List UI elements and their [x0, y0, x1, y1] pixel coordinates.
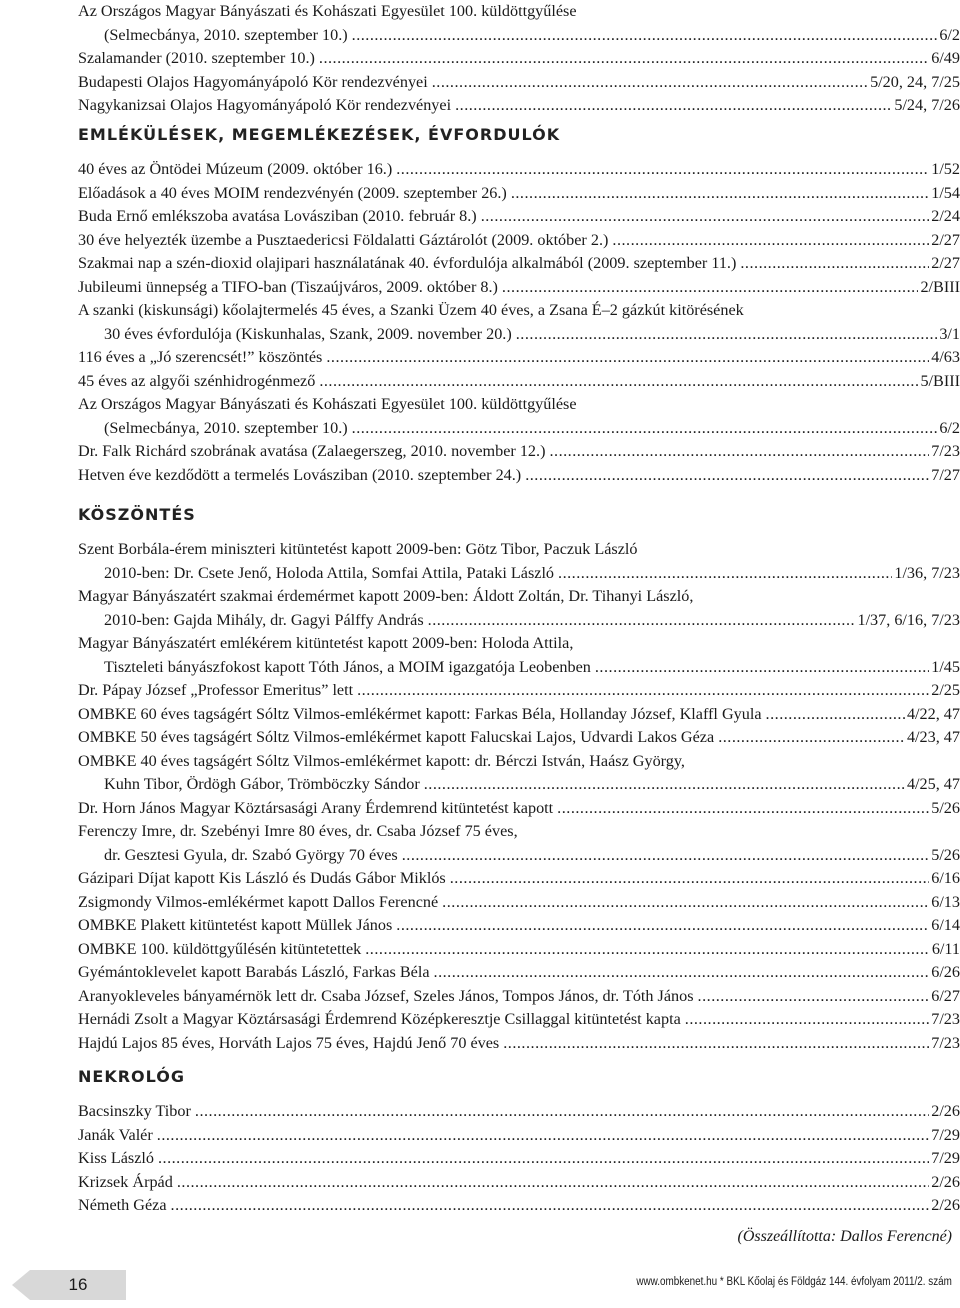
entry-title: OMBKE 50 éves tagságért Sóltz Vilmos-emlékérmet kapott Falucskai Lajos, Udvardi Lakos Géza: [78, 728, 715, 746]
entry-title: Dr. Falk Richárd szobrának avatása (Zalaegerszeg, 2010. november 12.): [78, 442, 546, 460]
index-entry: [104, 417, 960, 439]
index-entry: [78, 985, 960, 1007]
dot-leader: [516, 323, 938, 345]
index-entry: [78, 820, 960, 842]
index-entry: [78, 205, 960, 227]
entry-page-ref: 6/14: [931, 916, 960, 934]
index-entry: [78, 370, 960, 392]
entry-title: Magyar Bányászatért emlékérem kitüntetést kapott 2009-ben: Holoda Attila,: [78, 634, 574, 652]
dot-leader: [685, 1008, 929, 1030]
dot-leader: [740, 252, 929, 274]
dot-leader: [549, 440, 929, 462]
entry-page-ref: 7/23: [931, 442, 960, 460]
dot-leader: [177, 1171, 929, 1193]
entry-page-ref: 6/2: [939, 25, 960, 44]
entry-title: Szakmai nap a szén-dioxid olajipari használatának 40. évfordulója alkalmából (2009. szeptember 11.): [78, 254, 737, 272]
index-entry: [104, 656, 960, 678]
entry-page-ref: 4/25, 47: [906, 775, 960, 793]
dot-leader: [698, 985, 930, 1007]
index-entry: [78, 679, 960, 701]
entry-page-ref: 2/26: [931, 1196, 960, 1214]
entry-page-ref: 5/24, 7/26: [894, 96, 960, 114]
entry-page-ref: 6/2: [939, 418, 960, 437]
entry-title: 30 éves évfordulója (Kiskunhalas, Szank, 2009. november 20.): [104, 324, 512, 343]
dot-leader: [352, 24, 938, 46]
dot-leader: [432, 71, 868, 93]
entry-page-ref: 5/BIII: [920, 371, 960, 390]
entry-title: OMBKE 60 éves tagságért Sóltz Vilmos-emlékérmet kapott: Farkas Béla, Hollanday József, Klaffl Gyula: [78, 704, 762, 723]
index-entry: [78, 797, 960, 819]
entry-title: Zsigmondy Vilmos-emlékérmet kapott Dallos Ferencné: [78, 892, 439, 911]
entry-page-ref: 4/23, 47: [906, 728, 960, 746]
dot-leader: [326, 346, 929, 368]
entry-page-ref: 5/26: [931, 845, 960, 864]
entry-title: Janák Valér: [78, 1125, 153, 1144]
dot-leader: [481, 205, 930, 227]
entry-page-ref: 7/29: [931, 1149, 960, 1167]
entry-title: Jubileumi ünnepség a TIFO-ban (Tiszaújváros, 2009. október 8.): [78, 277, 498, 296]
dot-leader: [511, 182, 929, 204]
dot-leader: [319, 370, 918, 392]
index-entry: [104, 844, 960, 866]
entry-title: Németh Géza: [78, 1196, 167, 1214]
dot-leader: [396, 158, 929, 180]
entry-title: OMBKE 40 éves tagságért Sóltz Vilmos-emlékérmet kapott: dr. Bérczi István, Haász György,: [78, 751, 685, 770]
entry-title: Krizsek Árpád: [78, 1172, 173, 1191]
dot-leader: [171, 1194, 930, 1216]
dot-leader: [557, 797, 929, 819]
entry-page-ref: 1/52: [931, 160, 960, 178]
index-entry: [78, 750, 960, 772]
index-entry: [78, 1100, 960, 1122]
entry-page-ref: 3/1: [939, 324, 960, 343]
entry-page-ref: 2/26: [931, 1102, 960, 1120]
entry-title: Gázipari Díjat kapott Kis László és Dudás Gábor Miklós: [78, 869, 446, 887]
dot-leader: [428, 609, 856, 631]
entry-title: Kiss László: [78, 1149, 154, 1167]
index-entry: [78, 94, 960, 116]
dot-leader: [612, 229, 929, 251]
entry-page-ref: 6/13: [931, 892, 960, 911]
index-entry: [104, 609, 960, 631]
index-entry: [78, 71, 960, 93]
index-entry: [78, 1194, 960, 1216]
index-entry: [78, 1171, 960, 1193]
entry-title: Buda Ernő emlékszoba avatása Lovásziban (2010. február 8.): [78, 207, 477, 225]
entry-title: Hernádi Zsolt a Magyar Köztársasági Érdemrend Középkeresztje Csillaggal kitüntetést kapta: [78, 1010, 681, 1028]
dot-leader: [319, 47, 929, 69]
entry-page-ref: 5/20, 24, 7/25: [870, 72, 960, 91]
index-entry: [78, 0, 960, 22]
entry-title: Tiszteleti bányászfokost kapott Tóth János, a MOIM igazgatója Leobenben: [104, 657, 591, 676]
entry-page-ref: 6/49: [931, 49, 960, 67]
entry-title: Szalamander (2010. szeptember 10.): [78, 49, 315, 67]
entry-page-ref: 7/23: [931, 1033, 960, 1052]
index-entry: [78, 1032, 960, 1054]
entry-page-ref: 7/29: [931, 1125, 960, 1144]
entry-page-ref: 6/11: [931, 939, 960, 958]
entry-page-ref: 1/45: [931, 657, 960, 676]
index-entry: [78, 229, 960, 251]
entry-title: 2010-ben: Gajda Mihály, dr. Gagyi Pálffy András: [104, 610, 424, 629]
entry-page-ref: 6/26: [931, 963, 960, 981]
entry-page-ref: 6/16: [931, 869, 960, 887]
index-entry: [78, 252, 960, 274]
entry-page-ref: 4/63: [931, 348, 960, 366]
entry-page-ref: 2/27: [931, 254, 960, 272]
dot-leader: [195, 1100, 929, 1122]
dot-leader: [365, 938, 930, 960]
entry-title: 2010-ben: Dr. Csete Jenő, Holoda Attila, Somfai Attila, Pataki László: [104, 563, 555, 582]
entry-title: Szent Borbála-érem miniszteri kitüntetést kapott 2009-ben: Götz Tibor, Paczuk László: [78, 540, 638, 558]
entry-title: Nagykanizsai Olajos Hagyományápoló Kör rendezvényei: [78, 96, 452, 114]
entry-title: 40 éves az Öntödei Múzeum (2009. október 16.): [78, 160, 393, 178]
footer-publication-info: www.ombkenet.hu * BKL Kőolaj és Földgáz 144. évfolyam 2011/2. szám: [636, 1276, 952, 1288]
entry-page-ref: 7/27: [931, 465, 960, 484]
dot-leader: [558, 562, 892, 584]
section-heading: NEKROLÓG: [78, 1067, 185, 1086]
entry-page-ref: 2/27: [931, 230, 960, 249]
index-entry: [78, 914, 960, 936]
dot-leader: [352, 417, 938, 439]
dot-leader: [766, 703, 905, 725]
dot-leader: [502, 276, 919, 298]
entry-title: dr. Gesztesi Gyula, dr. Szabó György 70 éves: [104, 845, 398, 864]
index-entry: [78, 1147, 960, 1169]
entry-page-ref: 1/54: [931, 183, 960, 202]
entry-page-ref: 2/BIII: [920, 277, 960, 296]
entry-title: Az Országos Magyar Bányászati és Kohászati Egyesület 100. küldöttgyűlése: [78, 395, 577, 413]
index-entry: [78, 632, 960, 654]
index-entry: [78, 938, 960, 960]
entry-title: (Selmecbánya, 2010. szeptember 10.): [104, 25, 348, 44]
index-entry: [78, 867, 960, 889]
dot-leader: [450, 867, 929, 889]
entry-title: Magyar Bányászatért szakmai érdemérmet kapott 2009-ben: Áldott Zoltán, Dr. Tihanyi László,: [78, 587, 694, 605]
index-entry: [78, 585, 960, 607]
entry-title: Dr. Pápay József „Professor Emeritus” lett: [78, 681, 354, 699]
entry-page-ref: 1/36, 7/23: [894, 563, 960, 582]
entry-title: Hetven éve kezdődött a termelés Lovásziban (2010. szeptember 24.): [78, 465, 522, 484]
dot-leader: [396, 914, 929, 936]
entry-page-ref: 4/22, 47: [906, 704, 960, 723]
entry-title: Budapesti Olajos Hagyományápoló Kör rendezvényei: [78, 72, 428, 91]
dot-leader: [157, 1124, 929, 1146]
index-entry: [78, 538, 960, 560]
section-heading: KÖSZÖNTÉS: [78, 505, 196, 524]
dot-leader: [357, 679, 929, 701]
entry-title: Gyémántoklevelet kapott Barabás László, Farkas Béla: [78, 963, 430, 981]
index-entry: [78, 393, 960, 415]
index-entry: [78, 1008, 960, 1030]
index-entry: [78, 891, 960, 913]
entry-title: 116 éves a „Jó szerencsét!” köszöntés: [78, 348, 323, 366]
entry-title: OMBKE Plakett kitüntetést kapott Müllek János: [78, 916, 393, 934]
index-entry: [104, 562, 960, 584]
section-heading: EMLÉKÜLÉSEK, MEGEMLÉKEZÉSEK, ÉVFORDULÓK: [78, 125, 561, 144]
entry-page-ref: 2/25: [931, 681, 960, 699]
entry-title: 45 éves az algyői szénhidrogénmező: [78, 371, 316, 390]
index-entry: [78, 47, 960, 69]
entry-title: Előadások a 40 éves MOIM rendezvényén (2009. szeptember 26.): [78, 183, 507, 202]
entry-title: Aranyokleveles bányamérnök lett dr. Csaba József, Szeles János, Tompos János, dr. Tóth János: [78, 986, 694, 1005]
dot-leader: [434, 961, 930, 983]
index-entry: [78, 276, 960, 298]
index-entry: [78, 440, 960, 462]
entry-page-ref: 2/26: [931, 1172, 960, 1191]
entry-title: Bacsinszky Tibor: [78, 1102, 191, 1120]
dot-leader: [402, 844, 929, 866]
index-entry: [78, 158, 960, 180]
dot-leader: [455, 94, 892, 116]
entry-page-ref: 5/26: [931, 798, 960, 817]
entry-title: A szanki (kiskunsági) kőolajtermelés 45 éves, a Szanki Üzem 40 éves, a Zsana É–2 gázkút kitörésének: [78, 301, 744, 319]
entry-page-ref: 6/27: [931, 986, 960, 1005]
dot-leader: [158, 1147, 929, 1169]
page-number: 16: [30, 1270, 126, 1300]
dot-leader: [718, 726, 905, 748]
dot-leader: [503, 1032, 929, 1054]
index-entry: [104, 323, 960, 345]
index-entry: [78, 726, 960, 748]
dot-leader: [595, 656, 929, 678]
index-entry: [104, 773, 960, 795]
entry-title: Az Országos Magyar Bányászati és Kohászati Egyesület 100. küldöttgyűlése: [78, 2, 577, 20]
dot-leader: [424, 773, 905, 795]
compiler-credit: (Összeállította: Dallos Ferencné): [737, 1228, 952, 1245]
index-entry: [78, 346, 960, 368]
entry-title: Hajdú Lajos 85 éves, Horváth Lajos 75 éves, Hajdú Jenő 70 éves: [78, 1033, 500, 1052]
dot-leader: [442, 891, 929, 913]
index-entry: [78, 299, 960, 321]
entry-page-ref: 2/24: [931, 207, 960, 225]
index-entry: [104, 24, 960, 46]
entry-title: Ferenczy Imre, dr. Szebényi Imre 80 éves, dr. Csaba József 75 éves,: [78, 822, 518, 840]
entry-title: Dr. Horn János Magyar Köztársasági Arany Érdemrend kitüntetést kapott: [78, 798, 554, 817]
entry-title: Kuhn Tibor, Ördögh Gábor, Trömböczky Sándor: [104, 775, 420, 793]
index-entry: [78, 703, 960, 725]
entry-title: OMBKE 100. küldöttgyűlésén kitüntetettek: [78, 939, 362, 958]
index-entry: [78, 464, 960, 486]
entry-page-ref: 7/23: [931, 1010, 960, 1028]
index-entry: [78, 1124, 960, 1146]
entry-title: (Selmecbánya, 2010. szeptember 10.): [104, 418, 348, 437]
index-entry: [78, 961, 960, 983]
entry-title: 30 éve helyezték üzembe a Pusztaedericsi Földalatti Gáztárolót (2009. október 2.): [78, 230, 609, 249]
index-entry: [78, 182, 960, 204]
dot-leader: [525, 464, 929, 486]
entry-page-ref: 1/37, 6/16, 7/23: [857, 610, 960, 629]
